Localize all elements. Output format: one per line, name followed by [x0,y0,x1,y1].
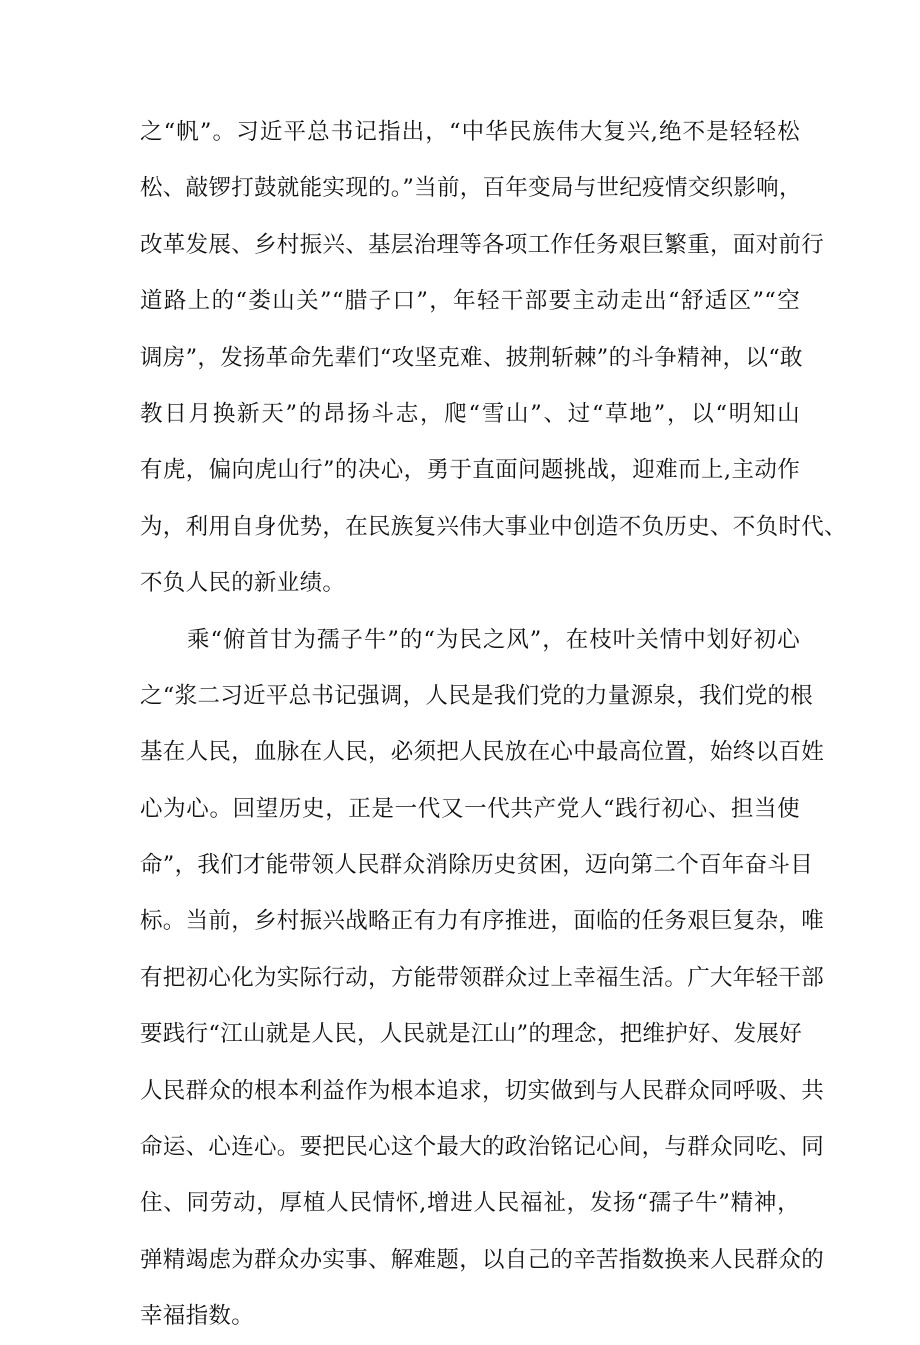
text-line: 有把初心化为实际行动，方能带领群众过上幸福生活。广大年轻干部 [140,964,825,991]
text-line: 心为心。回望历史，正是一代又一代共产党人“践行初心、担当使 [140,795,800,822]
text-line: 改革发展、乡村振兴、基层治理等各项工作任务艰巨繁重，面对前行 [140,231,825,258]
document-body [140,104,847,1345]
text-line: 松、敲锣打鼓就能实现的。”当前，百年变局与世纪疫情交织影响， [140,175,802,202]
text-line: 命”，我们才能带领人民群众消除历史贫困，迈向第二个百年奋斗目 [140,852,814,879]
text-line: 乘“俯首甘为孺子牛”的“为民之风”，在枝叶关情中划好初心 [140,626,800,653]
text-line: 调房”，发扬革命先辈们“攻坚克难、披荆斩棘”的斗争精神，以“敢 [140,344,803,371]
text-line: 有虎，偏向虎山行”的决心，勇于直面问题挑战，迎难而上,主动作 [140,457,800,484]
text-line: 幸福指数。 [140,1303,255,1330]
text-line: 基在人民，血脉在人民，必须把人民放在心中最高位置，始终以百姓 [140,739,825,766]
text-line: 人民群众的根本利益作为根本追求，切实做到与人民群众同呼吸、共 [140,1077,825,1104]
paragraph-2 [140,612,825,1345]
text-line: 道路上的“娄山关”“腊子口”，年轻干部要主动走出“舒适区”“空 [140,288,800,315]
text-line: 命运、心连心。要把民心这个最大的政治铭记心间，与群众同吃、同 [140,1134,825,1161]
text-line: 弹精竭虑为群众办实事、解难题，以自己的辛苦指数换来人民群众的 [140,1246,825,1273]
text-line: 要践行“江山就是人民，人民就是江山”的理念，把维护好、发展好 [140,1021,803,1048]
text-line: 不负人民的新业绩。 [140,570,346,597]
text-line: 标。当前，乡村振兴战略正有力有序推进，面临的任务艰巨复杂，唯 [140,908,825,935]
text-line: 教日月换新天”的昂扬斗志，爬“雪山”、过“草地”，以“明知山 [140,400,800,427]
text-line: 住、同劳动，厚植人民情怀,增进人民福祉，发扬“孺子牛”精神， [140,1190,800,1217]
text-line: 之“浆二习近平总书记强调，人民是我们党的力量源泉，我们党的根 [140,682,814,709]
paragraph-1 [140,104,847,612]
text-line: 为，利用自身优势，在民族复兴伟大事业中创造不负历史、不负时代、 [140,513,847,540]
text-line: 之“帆”。习近平总书记指出，“中华民族伟大复兴,绝不是轻轻松 [140,119,800,145]
